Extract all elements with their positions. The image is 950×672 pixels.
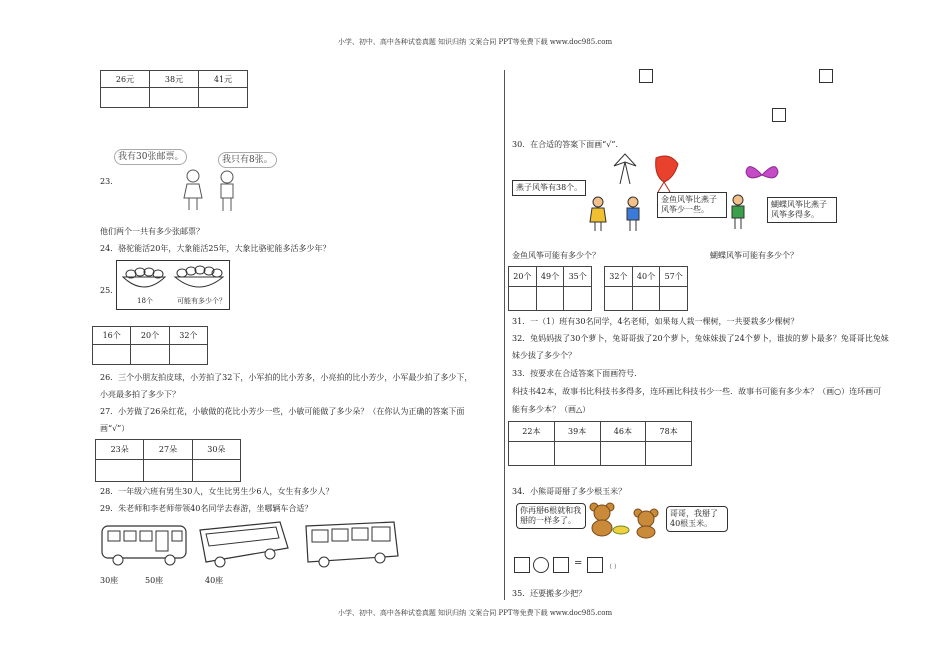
speech-bubble: 你再掰6根就和我掰的一样多了。 (516, 503, 586, 529)
option-cell: 39本 (554, 422, 600, 442)
child-figure-icon (588, 196, 608, 232)
speech-bubble: 蝴蝶风筝比燕子风筝多得多。 (767, 197, 837, 223)
option-cell: 23朵 (96, 440, 144, 460)
page-footer: 小学、初中、高中各种试卷真题 知识归纳 文案合同 PPT等免费下载 www.doc985.com (337, 609, 613, 617)
question-text: 蝴蝶风筝可能有多少个？ (710, 251, 798, 260)
price-table (100, 70, 248, 108)
speech-bubble: 哥哥，我掰了40根玉米。 (666, 506, 728, 532)
question-text: 28．一年级六班有男生30人，女生比男生少6人，女生有多少人？ (100, 487, 334, 496)
equation-box[interactable] (553, 557, 569, 573)
answer-cell[interactable] (509, 287, 537, 311)
answer-cell[interactable] (101, 88, 150, 108)
question-text: 金鱼风筝可能有多少个？ (512, 251, 600, 260)
question-text: 27．小芳做了26朵红花，小敏做的花比小芳少一些，小敏可能做了多少朵？（在你认为正确的答案下面 (100, 407, 465, 416)
option-cell: 32个 (169, 327, 207, 345)
question-text: 26．三个小朋友拍皮球，小芳拍了32下，小军拍的比小芳多，小亮拍的比小芳少，小军最少拍了多少下， (100, 373, 473, 382)
basket-label: 可能有多少个？ (177, 297, 226, 305)
question-text: 33．按要求在合适答案下面画符号． (512, 369, 643, 378)
question-text: 科技书42本，故事书比科技书多得多，连环画比科技书少一些．故事书可能有多少本？（画○）连环画可 (512, 387, 882, 396)
answer-box[interactable] (772, 108, 786, 122)
option-cell: 20个 (131, 327, 169, 345)
question-text: 能有多少本？（画△） (512, 405, 591, 414)
question-text: 32．兔妈妈拔了30个萝卜，兔哥哥拔了20个萝卜，兔妹妹拔了24个萝卜，谁拔的萝卜最多？兔哥哥比兔妹 (512, 334, 889, 343)
operator-circle[interactable] (533, 557, 549, 573)
option-cell: 16个 (93, 327, 131, 345)
answer-cell[interactable] (660, 287, 688, 311)
seat-label: 50座 (145, 576, 164, 585)
answer-cell[interactable] (632, 287, 660, 311)
answer-cell[interactable] (564, 287, 592, 311)
flower-answer-table (95, 439, 241, 482)
option-cell: 30朵 (192, 440, 240, 460)
bus-icon (196, 518, 292, 570)
bus-icon (100, 522, 188, 568)
answer-cell[interactable] (144, 460, 192, 482)
price-cell: 41元 (199, 71, 248, 88)
answer-cell[interactable] (536, 287, 564, 311)
column-divider (504, 70, 505, 600)
bus-icon (302, 520, 402, 570)
option-cell: 57个 (660, 267, 688, 287)
question-text: 34．小熊哥哥掰了多少根玉米？ (512, 487, 627, 496)
answer-box[interactable] (819, 69, 833, 83)
speech-bubble: 我只有8张。 (218, 152, 277, 168)
question-text: 他们两个一共有多少张邮票？ (100, 227, 204, 236)
seat-label: 30座 (100, 576, 119, 585)
option-cell: 46本 (600, 422, 646, 442)
corn-icon (612, 524, 630, 536)
egg-baskets-illustration (116, 260, 230, 310)
question-text: 35．还要搬多少把？ (512, 589, 587, 598)
speech-bubble: 我有30张邮票。 (114, 149, 187, 165)
option-cell: 32个 (605, 267, 633, 287)
girl-figure-icon (178, 168, 208, 212)
basket-label: 18个 (137, 297, 153, 305)
answer-cell[interactable] (131, 345, 169, 365)
option-cell: 49个 (536, 267, 564, 287)
question-text: 妹少拔了多少个？ (512, 351, 576, 360)
unit-blank[interactable]: （ ） (606, 564, 620, 571)
option-cell: 20个 (509, 267, 537, 287)
option-cell: 35个 (564, 267, 592, 287)
book-answer-table (508, 421, 692, 466)
seat-label: 40座 (205, 576, 224, 585)
butterfly-answer-table (604, 266, 688, 311)
egg-answer-table (92, 326, 208, 365)
butterfly-kite-icon (744, 160, 780, 190)
option-cell: 22本 (509, 422, 555, 442)
answer-cell[interactable] (199, 88, 248, 108)
page-header: 小学、初中、高中各种试卷真题 知识归纳 文案合同 PPT等免费下载 www.doc985.com (337, 38, 613, 46)
child-figure-icon (727, 194, 749, 230)
goldfish-kite-icon (648, 152, 684, 194)
answer-cell[interactable] (509, 442, 555, 466)
answer-cell[interactable] (150, 88, 199, 108)
speech-bubble: 金鱼风筝比燕子风筝少一些。 (657, 192, 727, 218)
egg-basket-icon (121, 263, 167, 293)
question-text: 小亮最多拍了多少下？ (100, 390, 180, 399)
answer-cell[interactable] (600, 442, 646, 466)
price-cell: 26元 (101, 71, 150, 88)
answer-cell[interactable] (192, 460, 240, 482)
question-text: 24．骆驼能活20年，大象能活25年，大象比骆驼能多活多少年？ (100, 244, 331, 253)
goldfish-answer-table (508, 266, 592, 311)
option-cell: 78本 (646, 422, 692, 442)
answer-cell[interactable] (96, 460, 144, 482)
speech-bubble: 燕子风筝有38个。 (512, 180, 586, 196)
question-text: 画“√”） (100, 424, 130, 433)
answer-cell[interactable] (554, 442, 600, 466)
answer-cell[interactable] (646, 442, 692, 466)
question-text: 29．朱老师和李老师带领40名同学去春游，坐哪辆车合适？ (100, 504, 313, 513)
equation-box[interactable] (587, 557, 603, 573)
price-cell: 38元 (150, 71, 199, 88)
equation-box[interactable] (514, 557, 530, 573)
swallow-kite-icon (610, 152, 640, 188)
option-cell: 40个 (632, 267, 660, 287)
question-number: 25. (100, 286, 113, 295)
answer-cell[interactable] (169, 345, 207, 365)
question-number: 23. (100, 177, 113, 186)
bear-icon (632, 508, 660, 538)
question-text: 31．一（1）班有30名同学，4名老师，如果每人栽一棵树，一共要栽多少棵树？ (512, 317, 799, 326)
boy-figure-icon (212, 170, 242, 214)
egg-basket-icon (173, 263, 225, 293)
answer-box[interactable] (639, 69, 653, 83)
child-figure-icon (622, 196, 644, 232)
answer-cell[interactable] (605, 287, 633, 311)
answer-cell[interactable] (93, 345, 131, 365)
option-cell: 27朵 (144, 440, 192, 460)
equals-sign: = (574, 558, 583, 569)
question-text: 30．在合适的答案下面画“√”． (512, 140, 624, 149)
